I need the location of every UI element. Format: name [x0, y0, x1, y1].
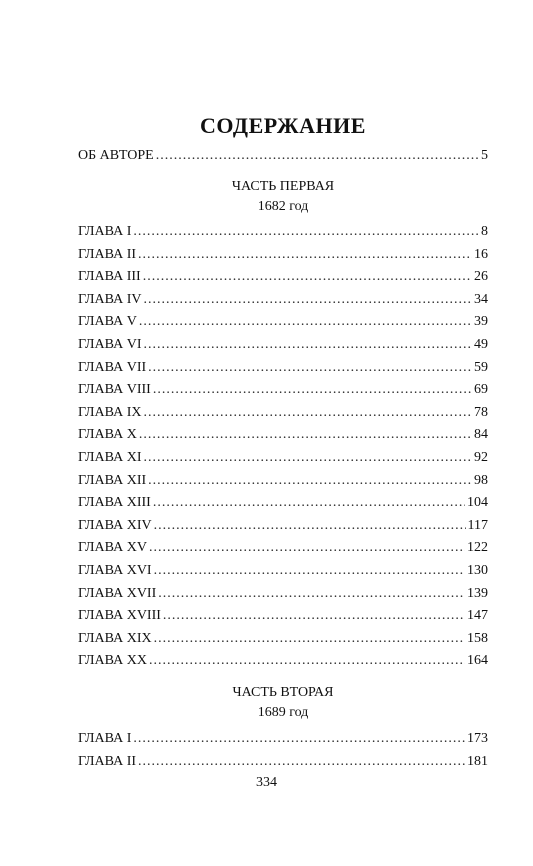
toc-entry[interactable]	[78, 729, 488, 749]
dot-leader	[158, 584, 465, 604]
toc-entry-page: 5	[481, 148, 488, 163]
toc-entry[interactable]	[78, 425, 488, 445]
toc-entry[interactable]	[78, 651, 488, 671]
toc-entry-label: ГЛАВА I	[78, 224, 132, 239]
toc-entry-page: 16	[474, 246, 488, 262]
toc-entry[interactable]	[78, 516, 488, 536]
toc-entry-label: ГЛАВА XIII	[78, 495, 151, 511]
toc-entry-page: 49	[474, 337, 488, 352]
toc-entry[interactable]	[78, 403, 488, 423]
toc-entry-page: 117	[467, 517, 488, 533]
toc-entry-label: ГЛАВА XVI	[78, 563, 152, 578]
toc-entry[interactable]	[78, 538, 488, 558]
toc-entry[interactable]	[78, 606, 488, 626]
dot-leader	[138, 245, 472, 265]
toc-entry-label: ГЛАВА XVII	[78, 585, 157, 601]
dot-leader	[148, 358, 472, 378]
dot-leader	[156, 146, 479, 166]
toc-entry-label: ГЛАВА VII	[78, 359, 147, 375]
toc-entry-page: 69	[474, 382, 488, 398]
toc-entry-page: 98	[474, 472, 488, 488]
toc-entry-label: ГЛАВА I	[78, 731, 132, 746]
toc-entry-label: ГЛАВА IX	[78, 404, 142, 420]
toc-entry-label: ГЛАВА XII	[78, 472, 147, 488]
toc-entry-label: ГЛАВА XIX	[78, 630, 152, 646]
toc-entry-label: ГЛАВА XV	[78, 540, 147, 556]
dot-leader	[153, 493, 465, 513]
toc-entry[interactable]	[78, 471, 488, 491]
dot-leader	[154, 629, 465, 649]
toc-entry-page: 84	[474, 427, 488, 443]
toc-title: СОДЕРЖАНИЕ	[200, 113, 366, 138]
toc-entry-page: 104	[467, 495, 488, 511]
toc-entry-label: ГЛАВА XI	[78, 450, 142, 465]
toc-entry[interactable]	[78, 561, 488, 581]
toc-entry-page: 59	[474, 359, 488, 375]
dot-leader	[153, 380, 472, 400]
toc-entry[interactable]	[78, 752, 488, 772]
dot-leader	[144, 448, 473, 468]
toc-entry[interactable]	[78, 312, 488, 332]
toc-entry[interactable]	[78, 358, 488, 378]
toc-entry-page: 164	[467, 653, 488, 669]
toc-entry-page: 39	[474, 314, 488, 330]
toc-entry[interactable]	[78, 290, 488, 310]
toc-entry-page: 130	[467, 563, 488, 578]
toc-entry-label: ОБ АВТОРЕ	[78, 148, 154, 163]
toc-entry-page: 173	[467, 731, 488, 746]
toc-entry-label: ГЛАВА XIV	[78, 517, 152, 533]
page-number: 334	[256, 775, 277, 790]
toc-entry-page: 34	[474, 291, 488, 307]
dot-leader	[138, 752, 465, 772]
toc-entry[interactable]	[78, 584, 488, 604]
toc-entry-label: ГЛАВА VIII	[78, 382, 151, 398]
dot-leader	[149, 651, 465, 671]
toc-entry-about[interactable]	[78, 146, 488, 166]
toc-entry-page: 8	[481, 224, 488, 239]
dot-leader	[144, 335, 473, 355]
toc-entry[interactable]	[78, 448, 488, 468]
toc-entry[interactable]	[78, 245, 488, 265]
toc-entry[interactable]	[78, 335, 488, 355]
toc-entry[interactable]	[78, 380, 488, 400]
toc-entry-page: 147	[467, 608, 488, 624]
toc-entry[interactable]	[78, 267, 488, 287]
dot-leader	[143, 267, 472, 287]
part1-year: 1682 год	[257, 199, 309, 214]
toc-entry-page: 122	[467, 540, 488, 556]
dot-leader	[148, 471, 472, 491]
toc-entry-page: 78	[474, 404, 488, 420]
toc-entry[interactable]	[78, 222, 488, 242]
toc-entry-page: 26	[474, 269, 488, 285]
toc-entry-page: 92	[474, 450, 488, 465]
dot-leader	[144, 290, 473, 310]
dot-leader	[144, 403, 473, 423]
toc-entry-label: ГЛАВА IV	[78, 291, 142, 307]
toc-entry[interactable]	[78, 629, 488, 649]
dot-leader	[163, 606, 465, 626]
toc-entry-label: ГЛАВА V	[78, 314, 137, 330]
toc-entry-page: 158	[467, 630, 488, 646]
part1-title: ЧАСТЬ ПЕРВАЯ	[231, 179, 335, 194]
toc-entry-label: ГЛАВА X	[78, 427, 137, 443]
toc-entry-label: ГЛАВА II	[78, 753, 137, 769]
toc-entry-label: ГЛАВА VI	[78, 337, 142, 352]
part2-title: ЧАСТЬ ВТОРАЯ	[232, 685, 334, 700]
dot-leader	[154, 516, 466, 536]
dot-leader	[133, 222, 479, 242]
toc-entry[interactable]	[78, 493, 488, 513]
part2-year: 1689 год	[257, 705, 309, 720]
dot-leader	[139, 425, 472, 445]
toc-entry-label: ГЛАВА III	[78, 269, 141, 285]
dot-leader	[154, 561, 465, 581]
toc-entry-label: ГЛАВА II	[78, 246, 137, 262]
dot-leader	[149, 538, 465, 558]
toc-entry-page: 139	[467, 585, 488, 601]
dot-leader	[139, 312, 472, 332]
toc-entry-page: 181	[467, 753, 488, 769]
toc-entry-label: ГЛАВА XX	[78, 653, 147, 669]
toc-entry-label: ГЛАВА XVIII	[78, 608, 161, 624]
dot-leader	[133, 729, 465, 749]
